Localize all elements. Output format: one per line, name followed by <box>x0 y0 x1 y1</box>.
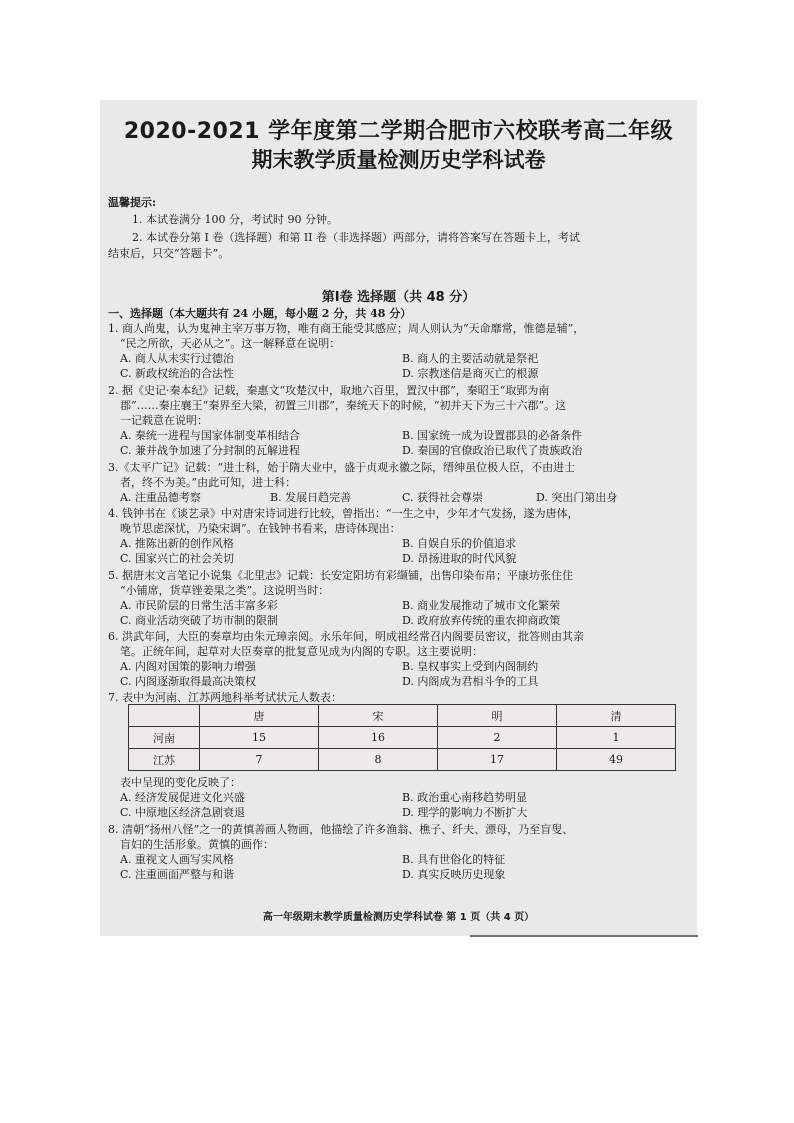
q6-option-b: B. 皇权事实上受到内阁制约 <box>402 660 539 673</box>
q1-option-d: D. 宗教迷信是商灭亡的根源 <box>402 367 539 380</box>
q5-stem-line2: “小铺席，货草锉姜果之类”。这说明当时： <box>120 584 330 597</box>
q7-after-table: 表中呈现的变化反映了： <box>120 776 241 789</box>
q5-option-a: A. 市民阶层的日常生活丰富多彩 <box>120 599 278 612</box>
q5-stem-line1: 5. 据唐末文言笔记小说集《北里志》记载：长安定阳坊有彩缬铺，出售印染布帛；平康坊张住住 <box>108 569 573 582</box>
table-cell: 49 <box>557 749 676 771</box>
q2-stem-line3: 一记载意在说明： <box>120 414 208 427</box>
part-heading: 一、选择题（本大题共有 24 小题，每小题 2 分，共 48 分） <box>108 307 412 320</box>
q2-option-c: C. 兼并战争加速了分封制的瓦解进程 <box>120 444 301 457</box>
q1-option-b: B. 商人的主要活动就是祭祀 <box>402 352 539 365</box>
table-header-cell: 明 <box>438 705 557 727</box>
q2-option-a: A. 秦统一进程与国家体制变革相结合 <box>120 429 300 442</box>
q2-option-b: B. 国家统一成为设置郡县的必备条件 <box>402 429 583 442</box>
q7-stem: 7. 表中为河南、江苏两地科举考试状元人数表： <box>108 691 342 704</box>
table-cell: 7 <box>200 749 319 771</box>
q6-option-a: A. 内阁对国策的影响力增强 <box>120 660 256 673</box>
q8-stem-line1: 8. 清朝“扬州八怪”之一的黄慎善画人物画，他描绘了许多渔翁、樵子、纤夫、漂母，乃至盲叟、 <box>108 823 574 836</box>
table-cell: 河南 <box>129 727 200 749</box>
q3-stem-line2: 者，终不为美。”由此可知，进士科： <box>120 476 297 489</box>
table-row <box>129 749 676 771</box>
q4-option-a: A. 推陈出新的创作风格 <box>120 537 234 550</box>
table-header-cell: 清 <box>557 705 676 727</box>
tips-heading: 温馨提示: <box>108 196 157 209</box>
q2-option-d: D. 秦国的官僚政治已取代了贵族政治 <box>402 444 583 457</box>
table-row <box>129 727 676 749</box>
table-header-row <box>129 705 676 727</box>
section-title: 第I卷 选择题（共 48 分） <box>321 290 476 305</box>
q5-option-b: B. 商业发展推动了城市文化繁荣 <box>402 599 561 612</box>
table-cell: 15 <box>200 727 319 749</box>
q8-option-a: A. 重视文人画写实风格 <box>120 853 234 866</box>
q1-stem-line1: 1. 商人尚鬼，认为鬼神主宰万事万物，唯有商王能受其感应；周人则认为“天命靡常，惟德是辅”， <box>108 322 585 335</box>
q2-stem-line2: 郡”……秦庄襄王“秦界至大梁，初置三川郡”，秦统天下的时候，“初并天下为三十六郡”。这 <box>120 399 567 412</box>
q3-option-b: B. 发展日趋完善 <box>270 491 352 504</box>
q4-option-d: D. 昂扬进取的时代风貌 <box>402 552 517 565</box>
q2-stem-line1: 2. 据《史记·秦本纪》记载，秦惠文“攻楚汉中，取地六百里，置汉中郡”，秦昭王“取郢为南 <box>108 384 550 397</box>
page-footer: 高一年级期末教学质量检测历史学科试卷 第 1 页（共 4 页） <box>262 912 535 923</box>
tips-item-2a: 2. 本试卷分第 I 卷（选择题）和第 II 卷（非选择题）两部分，请将答案写在答题卡上，考试 <box>132 231 581 244</box>
table-header-cell: 唐 <box>200 705 319 727</box>
table-header-cell: 宋 <box>319 705 438 727</box>
q1-option-a: A. 商人从未实行过德治 <box>120 352 234 365</box>
q4-option-b: B. 自娱自乐的价值追求 <box>402 537 517 550</box>
q4-option-c: C. 国家兴亡的社会关切 <box>120 552 235 565</box>
table-cell: 17 <box>438 749 557 771</box>
table-cell: 1 <box>557 727 676 749</box>
table-cell: 8 <box>319 749 438 771</box>
q4-stem-line1: 4. 钱钟书在《谈艺录》中对唐宋诗词进行比较，曾指出：“一生之中，少年才气发扬，遂为唐体， <box>108 507 579 520</box>
exam-title-line1: 2020-2021 学年度第二学期合肥市六校联考高二年级 <box>123 119 674 144</box>
q7-option-a: A. 经济发展促进文化兴盛 <box>120 791 245 804</box>
q6-stem-line2: 笔。正统年间，起草对大臣奏章的批复意见成为内阁的专职。这主要说明： <box>120 645 483 658</box>
q6-option-d: D. 内阁成为君相斗争的工具 <box>402 675 539 688</box>
q7-option-c: C. 中原地区经济急剧衰退 <box>120 806 246 819</box>
q8-option-c: C. 注重画面严整与和谐 <box>120 868 235 881</box>
q7-table <box>128 704 676 771</box>
table-header-cell <box>129 705 200 727</box>
q7-option-d: D. 理学的影响力不断扩大 <box>402 806 528 819</box>
q8-option-d: D. 真实反映历史现象 <box>402 868 506 881</box>
q8-stem-line2: 盲妇的生活形象。黄慎的画作： <box>120 838 274 851</box>
q3-option-a: A. 注重品德考察 <box>120 491 201 504</box>
q6-stem-line1: 6. 洪武年间，大臣的奏章均由朱元璋亲阅。永乐年间，明成祖经常召内阁要员密议，批答则由其亲 <box>108 630 584 643</box>
q4-stem-line2: 晚节思虑深忧，乃染宋调”。在钱钟书看来，唐诗体现出： <box>120 522 401 535</box>
q3-option-d: D. 突出门第出身 <box>536 491 618 504</box>
exam-paper <box>100 100 697 936</box>
exam-title-line2: 期末教学质量检测历史学科试卷 <box>251 148 546 172</box>
q7-option-b: B. 政治重心南移趋势明显 <box>402 791 528 804</box>
tips-item-1: 1. 本试卷满分 100 分，考试时 90 分钟。 <box>132 213 338 226</box>
table-cell: 2 <box>438 727 557 749</box>
q6-option-c: C. 内阁逐渐取得最高决策权 <box>120 675 257 688</box>
tips-item-2b: 结束后，只交“答题卡”。 <box>108 247 230 260</box>
q8-option-b: B. 具有世俗化的特征 <box>402 853 506 866</box>
q1-option-c: C. 新政权统治的合法性 <box>120 367 235 380</box>
table-cell: 16 <box>319 727 438 749</box>
q5-option-c: C. 商业活动突破了坊市制的限制 <box>120 614 279 627</box>
q3-stem-line1: 3.《太平广记》记载：“进士科，始于隋大业中，盛于贞观永徽之际，缙绅虽位极人臣，不由进士 <box>108 461 576 474</box>
table-cell: 江苏 <box>129 749 200 771</box>
q5-option-d: D. 政府放弃传统的重农抑商政策 <box>402 614 561 627</box>
q1-stem-line2: “民之所欲，天必从之”。这一解释意在说明： <box>120 337 341 350</box>
scan-edge-line <box>470 935 698 937</box>
q3-option-c: C. 获得社会尊崇 <box>402 491 484 504</box>
